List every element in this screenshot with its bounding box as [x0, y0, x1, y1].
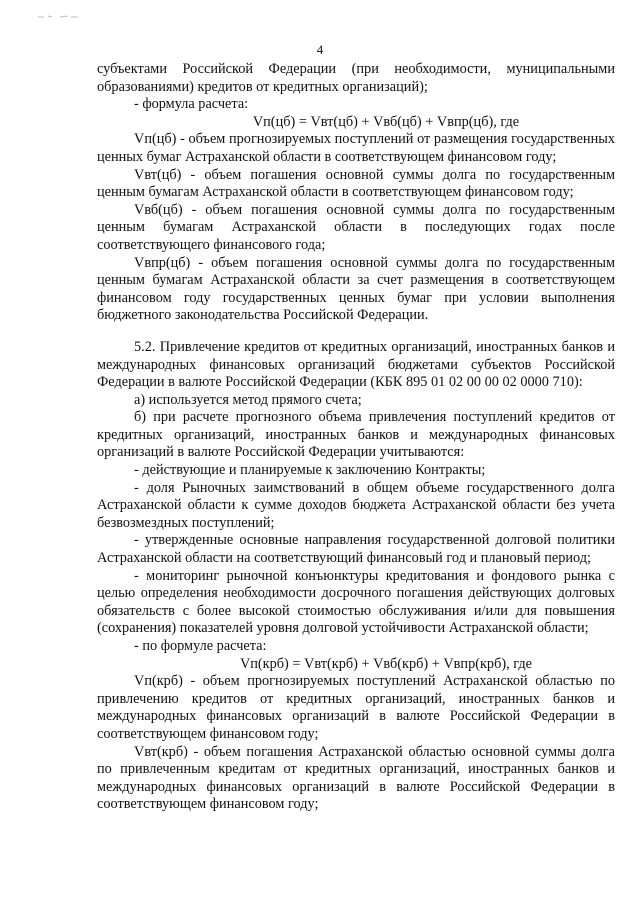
- paragraph: Vп(крб) - объем прогнозируемых поступлений Астраханской областью по привлечению кредитов от кредитных организаций, иностранных банков и международных финансовых организаций в валюте Российской Федерации в соответствующем финансовом году;: [97, 673, 615, 742]
- paragraph: - утвержденные основные направления государственной долговой политики Астраханской области на соответствующий финансовый год и плановый период;: [97, 532, 615, 567]
- paragraph: Vвт(цб) - объем погашения основной суммы долга по государственным ценным бумагам Астраханской области в соответствующем финансовом году;: [97, 166, 615, 201]
- paragraph: - формула расчета:: [134, 96, 249, 113]
- paragraph: Vп(цб) - объем прогнозируемых поступлений от размещения государственных ценных бумаг Астраханской области в соответствующем финансовом году;: [97, 131, 615, 165]
- paragraph: б) при расчете прогнозного объема привлечения поступлений кредитов от кредитных организаций, иностранных банков и международных финансовых организаций в валюте Российской Федерации учитываются:: [97, 409, 615, 461]
- paragraph: Vвт(крб) - объем погашения Астраханской областью основной суммы долга по привлеченным кредитам от кредитных организаций, иностранных банков и международных финансовых организаций в валюте Российской Федерации в соответствующем финансовом году;: [97, 743, 615, 813]
- paragraph: - действующие и планируемые к заключению Контракты;: [134, 462, 486, 479]
- paragraph: 5.2. Привлечение кредитов от кредитных организаций, иностранных банков и международных финансовых организаций бюджетами субъектов Российской Федерации в валюте Российской Федерации (КБК 895 01 02 00 00 02 0000 710):: [97, 338, 615, 391]
- page-number: 4: [316, 42, 324, 57]
- paragraph: - по формуле расчета:: [134, 638, 267, 654]
- paragraph: Vвпр(цб) - объем погашения основной суммы долга по государственным ценным бумагам Астраханской области за счет размещения в соответствующем финансовом году государственных ценных бумаг при условии выполнения бюджетного законодательства Российской Федерации.: [97, 254, 615, 324]
- document-body: [97, 61, 615, 814]
- formula-line: Vп(крб) = Vвт(крб) + Vвб(крб) + Vвпр(крб), где: [239, 655, 533, 672]
- paragraph: Vвб(цб) - объем погашения основной суммы долга по государственным ценным бумагам Астраханской области в последующих годах после соответствующего финансового года;: [97, 201, 615, 253]
- paragraph: а) используется метод прямого счета;: [134, 391, 362, 408]
- paragraph: - мониторинг рыночной конъюнктуры кредитования и фондового рынка с целью определения необходимости досрочного погашения действующих долговых обязательств с более высокой стоимостью обслуживания и/или для повышения (сохранения) показателей уровня долговой устойчивости Астраханской области;: [97, 567, 615, 637]
- scan-artifact-mark: [38, 14, 78, 20]
- formula-line: Vп(цб) = Vвт(цб) + Vвб(цб) + Vвпр(цб), где: [252, 113, 520, 130]
- paragraph-gap: [97, 325, 615, 339]
- paragraph: субъектами Российской Федерации (при необходимости, муниципальными образованиями) кредитов от кредитных организаций);: [97, 61, 615, 95]
- paragraph: - доля Рыночных заимствований в общем объеме государственного долга Астраханской области к сумме доходов бюджета Астраханской области без учета безвозмездных поступлений;: [97, 479, 615, 531]
